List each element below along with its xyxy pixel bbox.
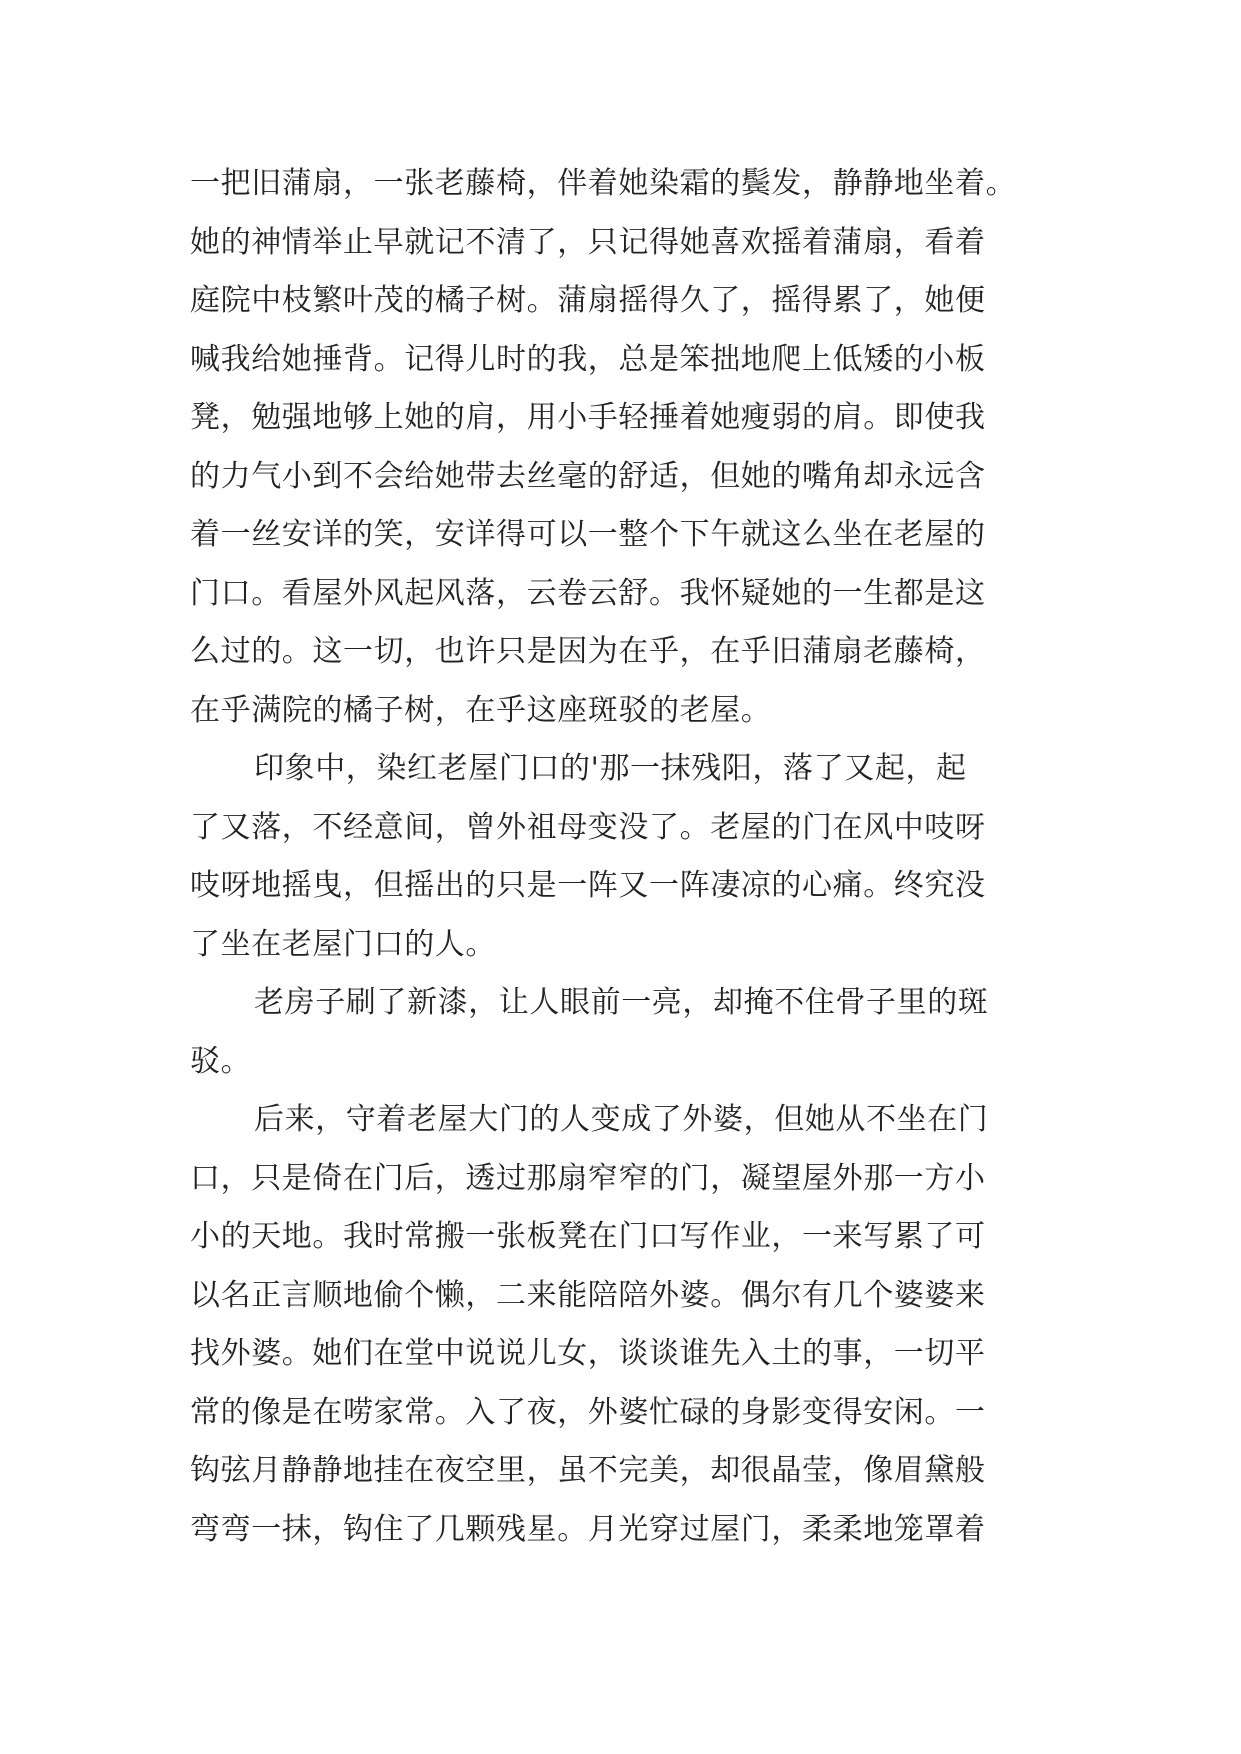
text-line: 庭院中枝繁叶茂的橘子树。蒲扇摇得久了，摇得累了，她便 xyxy=(190,283,986,318)
text-line: 弯弯一抹，钩住了几颗残星。月光穿过屋门，柔柔地笼罩着 xyxy=(190,1511,986,1547)
text-line: 了又落，不经意间，曾外祖母变没了。老屋的门在风中吱呀 xyxy=(190,809,986,845)
text-line: 了坐在老屋门口的人。 xyxy=(190,926,496,962)
paragraph-first-line: 印象中，染红老屋门口的'那一抹残阳，落了又起，起 xyxy=(254,751,967,786)
text-line: 的力气小到不会给她带去丝毫的舒适，但她的嘴角却永远含 xyxy=(190,458,986,494)
text-line: 口，只是倚在门后，透过那扇窄窄的门，凝望屋外那一方小 xyxy=(190,1160,986,1196)
text-line: 常的像是在唠家常。入了夜，外婆忙碌的身影变得安闲。一 xyxy=(190,1394,986,1430)
text-line: 么过的。这一切，也许只是因为在乎，在乎旧蒲扇老藤椅， xyxy=(190,634,986,669)
text-line: 以名正言顺地偷个懒，二来能陪陪外婆。偶尔有几个婆婆来 xyxy=(190,1277,986,1313)
text-line: 小的天地。我时常搬一张板凳在门口写作业，一来写累了可 xyxy=(190,1219,986,1254)
text-line: 凳，勉强地够上她的肩，用小手轻捶着她瘦弱的肩。即使我 xyxy=(190,400,986,435)
text-line: 在乎满院的橘子树，在乎这座斑驳的老屋。 xyxy=(190,692,772,728)
text-line: 着一丝安详的笑，安详得可以一整个下午就这么坐在老屋的 xyxy=(190,517,986,552)
text-line: 门口。看屋外风起风落，云卷云舒。我怀疑她的一生都是这 xyxy=(190,575,986,611)
paragraph-first-line: 老房子刷了新漆，让人眼前一亮，却掩不住骨子里的斑 xyxy=(254,985,989,1020)
body-text xyxy=(190,155,1060,1559)
text-line: 钩弦月静静地挂在夜空里，虽不完美，却很晶莹，像眉黛般 xyxy=(190,1453,986,1488)
paragraph-first-line: 后来，守着老屋大门的人变成了外婆，但她从不坐在门 xyxy=(254,1102,989,1137)
text-line: 她的神情举止早就记不清了，只记得她喜欢摇着蒲扇，看着 xyxy=(190,224,986,260)
text-line: 驳。 xyxy=(190,1043,252,1079)
text-line: 一把旧蒲扇，一张老藤椅，伴着她染霜的鬓发，静静地坐着。 xyxy=(190,166,1017,201)
text-line: 喊我给她捶背。记得儿时的我，总是笨拙地爬上低矮的小板 xyxy=(190,341,986,377)
text-line: 找外婆。她们在堂中说说儿女，谈谈谁先入土的事，一切平 xyxy=(190,1336,986,1371)
text-line: 吱呀地摇曳，但摇出的只是一阵又一阵凄凉的心痛。终究没 xyxy=(190,868,986,903)
